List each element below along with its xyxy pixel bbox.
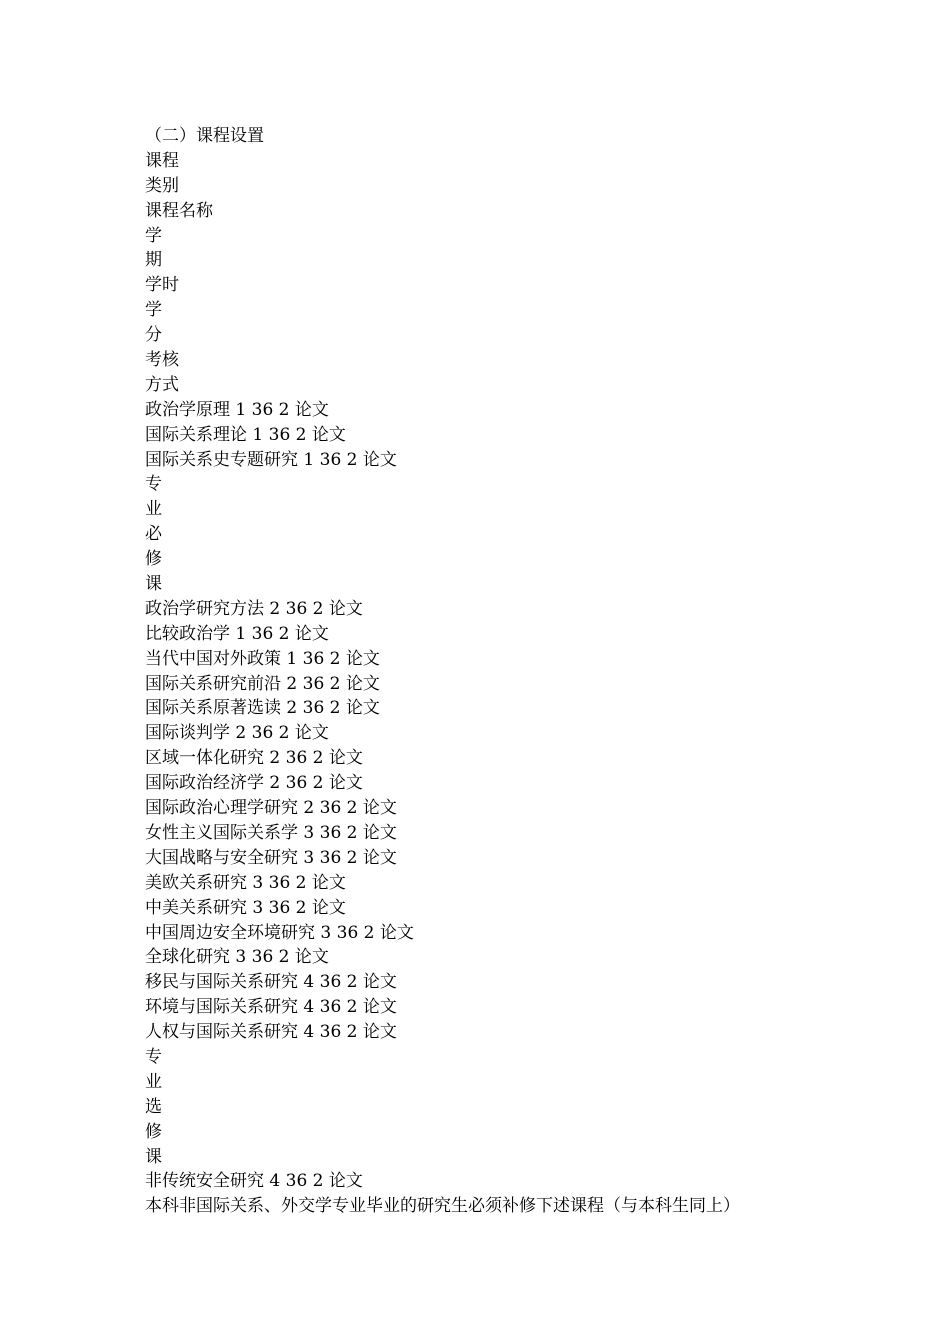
course-row: 国际关系研究前沿 2 36 2 论文 (145, 673, 380, 694)
course-row: 中国周边安全环境研究 3 36 2 论文 (145, 922, 414, 943)
category-label-char: 专 (145, 1046, 162, 1067)
header-cell-semester-2: 期 (145, 250, 162, 271)
course-row: 国际关系史专题研究 1 36 2 论文 (145, 449, 397, 470)
course-row: 女性主义国际关系学 3 36 2 论文 (145, 822, 397, 843)
header-cell-credits-2: 分 (145, 325, 162, 346)
course-row: 环境与国际关系研究 4 36 2 论文 (145, 997, 397, 1018)
category-label-char: 必 (145, 524, 162, 545)
course-row: 国际关系理论 1 36 2 论文 (145, 424, 346, 445)
header-cell-semester-1: 学 (145, 225, 162, 246)
course-row: 当代中国对外政策 1 36 2 论文 (145, 648, 380, 669)
remedial-course-note: 本科非国际关系、外交学专业毕业的研究生必须补修下述课程（与本科生同上） (145, 1196, 740, 1217)
category-label-char: 课 (145, 574, 162, 595)
document-page (145, 124, 905, 1219)
course-row: 人权与国际关系研究 4 36 2 论文 (145, 1022, 397, 1043)
category-label-char: 业 (145, 499, 162, 520)
course-row: 中美关系研究 3 36 2 论文 (145, 897, 346, 918)
header-cell-credits-1: 学 (145, 300, 162, 321)
course-row: 政治学原理 1 36 2 论文 (145, 399, 329, 420)
header-cell-hours: 学时 (145, 275, 179, 296)
course-row: 国际关系原著选读 2 36 2 论文 (145, 698, 380, 719)
course-row: 大国战略与安全研究 3 36 2 论文 (145, 847, 397, 868)
category-label-char: 修 (145, 549, 162, 570)
course-row: 政治学研究方法 2 36 2 论文 (145, 598, 363, 619)
header-cell-assessment-2: 方式 (145, 374, 179, 395)
category-label-char: 课 (145, 1146, 162, 1167)
category-label-char: 专 (145, 474, 162, 495)
course-row: 移民与国际关系研究 4 36 2 论文 (145, 972, 397, 993)
course-row: 全球化研究 3 36 2 论文 (145, 947, 329, 968)
header-cell-course-category-1: 课程 (145, 150, 179, 171)
course-row: 国际谈判学 2 36 2 论文 (145, 723, 329, 744)
section-heading: （二）课程设置 (145, 126, 264, 146)
course-row: 非传统安全研究 4 36 2 论文 (145, 1171, 363, 1192)
course-row: 国际政治心理学研究 2 36 2 论文 (145, 798, 397, 819)
category-label-char: 修 (145, 1121, 162, 1142)
category-label-char: 业 (145, 1071, 162, 1092)
course-row: 比较政治学 1 36 2 论文 (145, 623, 329, 644)
header-cell-course-category-2: 类别 (145, 175, 179, 196)
course-row: 美欧关系研究 3 36 2 论文 (145, 872, 346, 893)
course-row: 国际政治经济学 2 36 2 论文 (145, 773, 363, 794)
header-cell-assessment-1: 考核 (145, 350, 179, 371)
course-row: 区域一体化研究 2 36 2 论文 (145, 748, 363, 769)
header-cell-course-name: 课程名称 (145, 200, 213, 221)
category-label-char: 选 (145, 1096, 162, 1117)
